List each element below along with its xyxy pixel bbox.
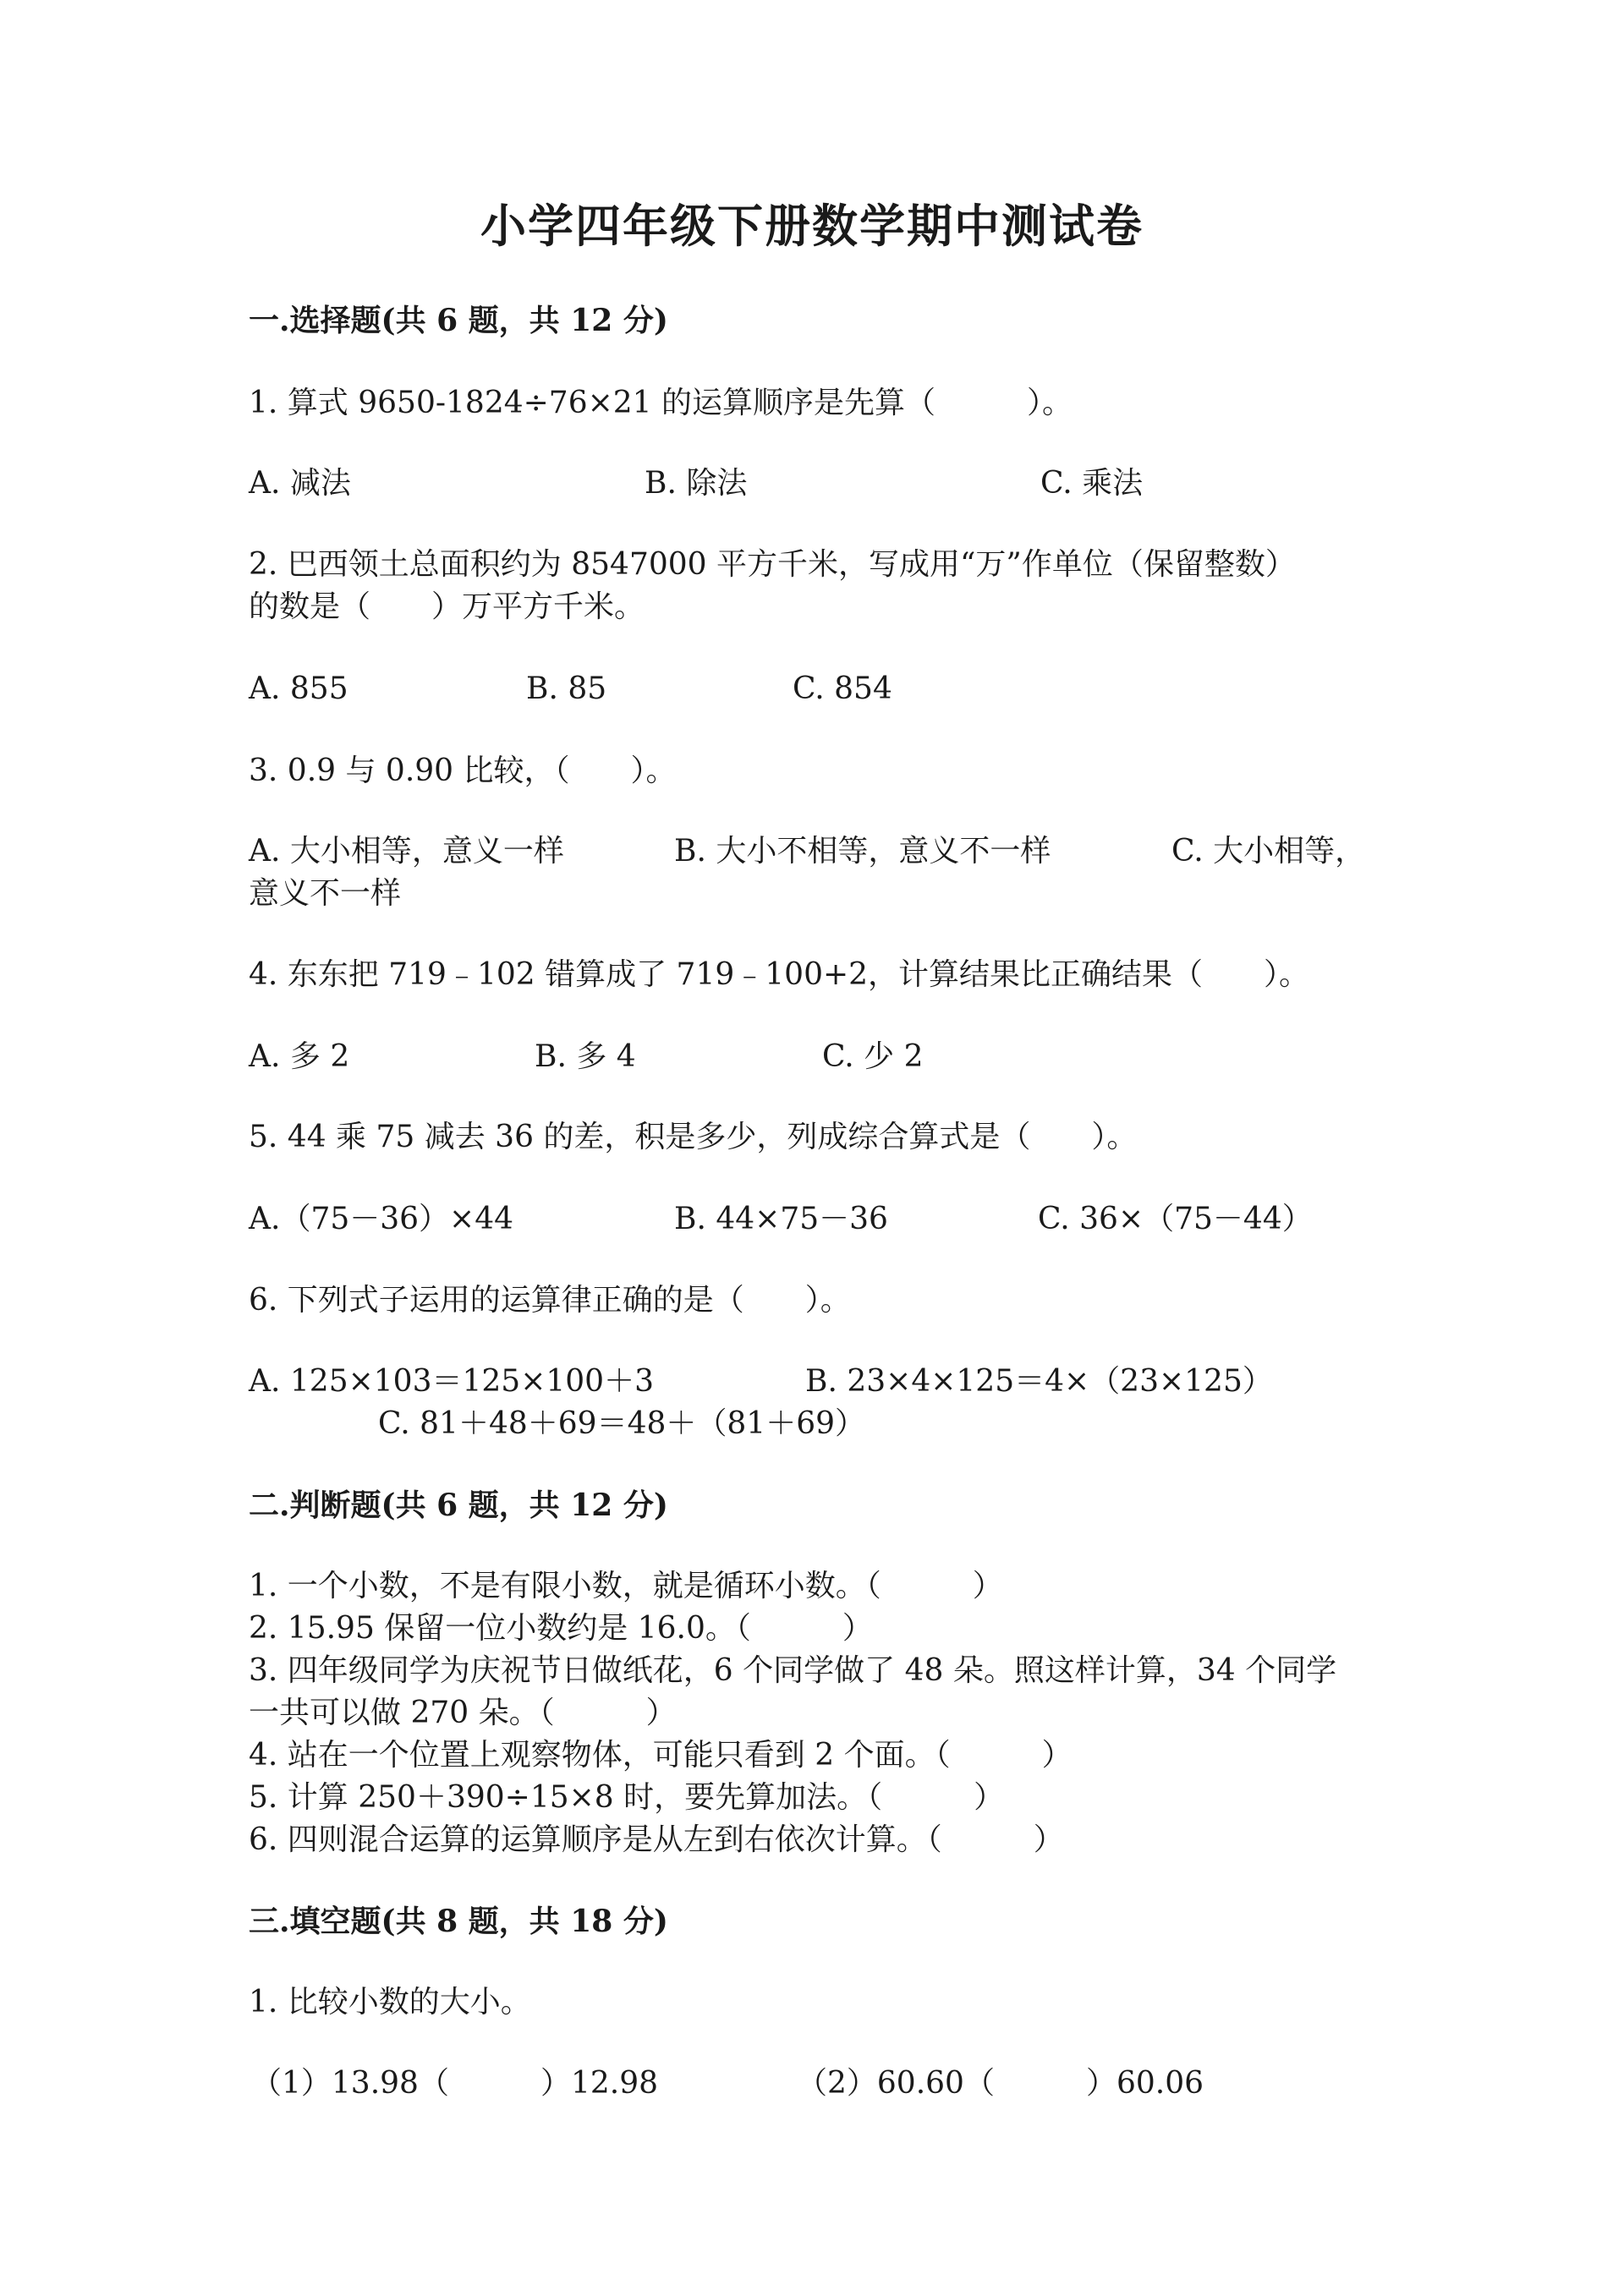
judgement-item: 3. 四年级同学为庆祝节日做纸花，6 个同学做了 48 朵。照这样计算，34 个同学 (249, 1653, 1337, 1688)
question-text: 2. 巴西领土总面积约为 8547000 平方千米，写成用“万”作单位（保留整数） (249, 547, 1296, 582)
judgement-item: 5. 计算 250＋390÷15×8 时，要先算加法。（ ） (249, 1780, 1005, 1815)
option-a: A.（75－36）×44 (249, 1202, 514, 1236)
section-heading-choice: 一.选择题(共 6 题，共 12 分) (249, 303, 668, 338)
option-a: A. 大小相等，意义一样 (249, 834, 564, 869)
option-c-continued: 意义不一样 (249, 876, 402, 911)
question-text: 1. 比较小数的大小。 (249, 1985, 531, 2019)
question-text: 5. 44 乘 75 减去 36 的差，积是多少，列成综合算式是（ ）。 (249, 1120, 1138, 1154)
option-b: B. 多 4 (535, 1039, 636, 1074)
comparison-part-2: （2）60.60（ ）60.06 (797, 2066, 1204, 2101)
option-a: A. 125×103＝125×100＋3 (249, 1364, 654, 1399)
option-b: B. 85 (526, 671, 607, 706)
option-b: B. 23×4×125＝4×（23×125） (805, 1364, 1273, 1399)
option-c: C. 81＋48＋69＝48＋（81＋69） (378, 1406, 865, 1441)
option-c: C. 少 2 (822, 1039, 924, 1074)
comparison-part-1: （1）13.98（ ）12.98 (251, 2066, 659, 2101)
option-b: B. 44×75－36 (674, 1202, 888, 1236)
option-a: A. 855 (249, 671, 348, 706)
option-c: C. 大小相等， (1171, 834, 1366, 869)
option-a: A. 多 2 (249, 1039, 350, 1074)
section-heading-fill-blank: 三.填空题(共 8 题，共 18 分) (249, 1904, 668, 1939)
option-c: C. 854 (793, 671, 892, 706)
judgement-item: 1. 一个小数，不是有限小数，就是循环小数。（ ） (249, 1569, 1003, 1603)
option-c: C. 乘法 (1040, 466, 1144, 501)
option-a: A. 减法 (249, 466, 351, 501)
judgement-item: 2. 15.95 保留一位小数约是 16.0。（ ） (249, 1611, 873, 1646)
judgement-item-continued: 一共可以做 270 朵。（ ） (249, 1696, 677, 1730)
question-text: 1. 算式 9650-1824÷76×21 的运算顺序是先算（ ）。 (249, 386, 1073, 420)
question-text: 4. 东东把 719﹣102 错算成了 719﹣100+2，计算结果比正确结果（ ）。 (249, 957, 1310, 992)
question-text-continued: 的数是（ ）万平方千米。 (249, 589, 645, 624)
option-b: B. 除法 (645, 466, 748, 501)
judgement-item: 6. 四则混合运算的运算顺序是从左到右依次计算。（ ） (249, 1822, 1064, 1857)
question-text: 3. 0.9 与 0.90 比较，（ ）。 (249, 753, 677, 788)
option-c: C. 36×（75－44） (1038, 1202, 1313, 1236)
page-title: 小学四年级下册数学期中测试卷 (480, 199, 1144, 253)
option-b: B. 大小不相等，意义不一样 (674, 834, 1051, 869)
judgement-item: 4. 站在一个位置上观察物体，可能只看到 2 个面。（ ） (249, 1738, 1073, 1773)
section-heading-judgement: 二.判断题(共 6 题，共 12 分) (249, 1488, 668, 1523)
question-text: 6. 下列式子运用的运算律正确的是（ ）。 (249, 1283, 851, 1318)
